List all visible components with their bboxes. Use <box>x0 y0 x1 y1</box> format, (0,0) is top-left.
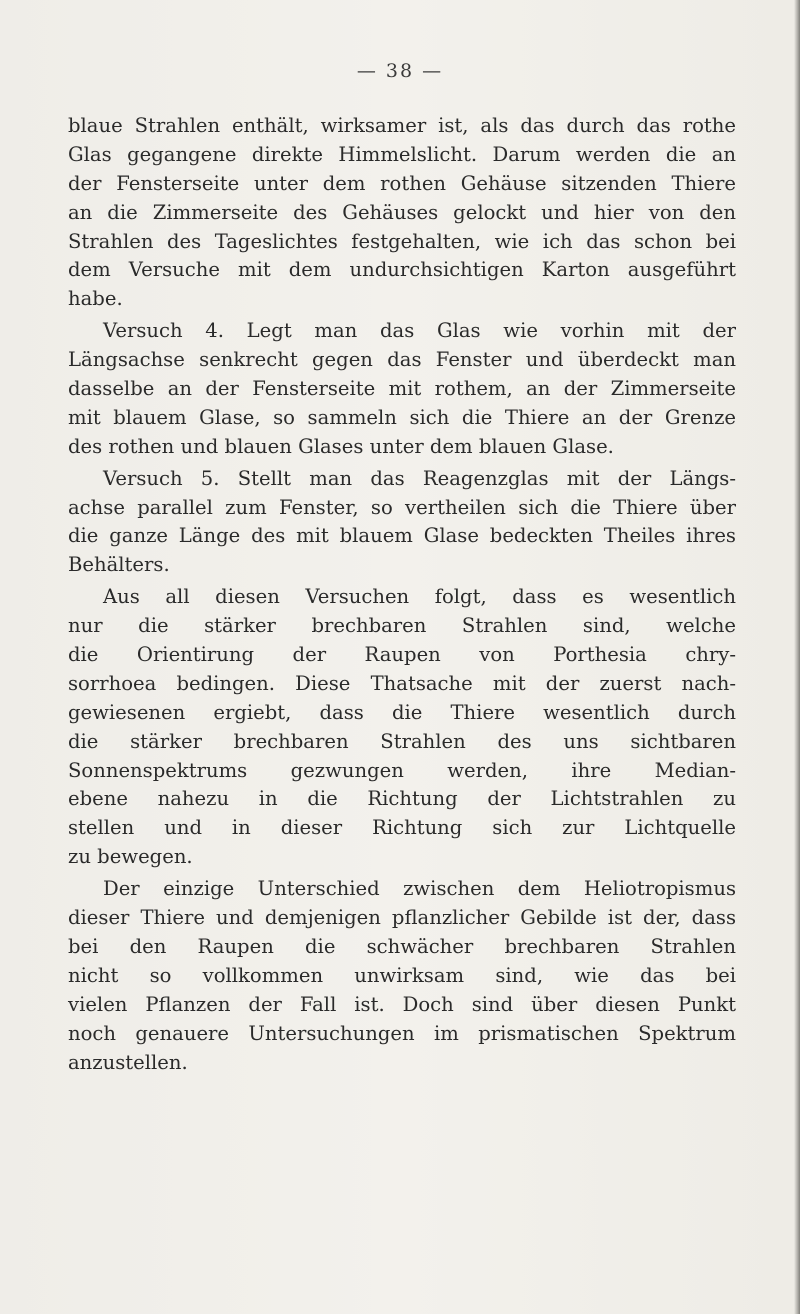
text-line: anzustellen. <box>68 1050 188 1074</box>
text-line: Strahlen des Tageslichtes festgehalten, wie ich das schon bei <box>68 229 736 253</box>
paragraph-heliotropism <box>68 875 736 1077</box>
text-line: des rothen und blauen Glases unter dem blauen Glase. <box>68 434 614 458</box>
text-line: die stärker brechbaren Strahlen des uns sichtbaren <box>68 729 736 753</box>
text-line: zu bewegen. <box>68 845 193 869</box>
text-line: blaue Strahlen enthält, wirksamer ist, als das durch das rothe <box>68 114 736 137</box>
text-line: Glas gegangene direkte Himmelslicht. Darum werden die an <box>68 142 736 166</box>
paragraph-conclusion <box>68 583 736 872</box>
page-number: — 38 — <box>356 60 444 82</box>
text-line: Aus all diesen Versuchen folgt, dass es wesentlich <box>103 585 736 609</box>
text-line: ebene nahezu in die Richtung der Lichtstrahlen zu <box>68 787 736 811</box>
text-line: die ganze Länge des mit blauem Glase bedeckten Theiles ihres <box>68 524 736 548</box>
text-line: Versuch 4. Legt man das Glas wie vorhin mit der <box>103 319 736 343</box>
text-line: mit blauem Glase, so sammeln sich die Thiere an der Grenze <box>68 405 736 429</box>
text-line: Sonnenspektrums gezwungen werden, ihre Median- <box>68 758 736 782</box>
text-line: stellen und in dieser Richtung sich zur Lichtquelle <box>68 816 736 840</box>
text-line: Versuch 5. Stellt man das Reagenzglas mit der Längs- <box>103 466 736 490</box>
text-line: Längsachse senkrecht gegen das Fenster und überdeckt man <box>68 348 736 372</box>
text-line: noch genauere Untersuchungen im prismatischen Spektrum <box>68 1021 736 1045</box>
page-edge-shadow <box>794 0 800 1314</box>
text-line: gewiesenen ergiebt, dass die Thiere wesentlich durch <box>68 700 736 724</box>
text-line: dieser Thiere und demjenigen pflanzlicher Gebilde ist der, dass <box>68 906 736 930</box>
paragraph-versuch-5 <box>68 465 736 581</box>
text-line: achse parallel zum Fenster, so vertheilen sich die Thiere über <box>68 495 736 519</box>
text-line: an die Zimmerseite des Gehäuses gelockt und hier von den <box>68 200 736 224</box>
text-line: vielen Pflanzen der Fall ist. Doch sind über diesen Punkt <box>68 992 736 1016</box>
paragraph <box>68 112 736 314</box>
text-line: nicht so vollkommen unwirksam sind, wie das bei <box>68 963 736 987</box>
text-line: bei den Raupen die schwächer brechbaren Strahlen <box>68 934 736 958</box>
text-line: der Fensterseite unter dem rothen Gehäuse sitzenden Thiere <box>68 171 736 195</box>
text-line: sorrhoea bedingen. Diese Thatsache mit der zuerst nach- <box>68 671 736 695</box>
text-line: dasselbe an der Fensterseite mit rothem, an der Zimmerseite <box>68 377 736 401</box>
paragraph-versuch-4 <box>68 317 736 461</box>
body-text <box>68 112 736 1077</box>
text-line: Behälters. <box>68 553 170 577</box>
text-line: die Orientirung der Raupen von Porthesia chry- <box>68 643 736 667</box>
text-line: Der einzige Unterschied zwischen dem Heliotropismus <box>103 877 736 901</box>
text-line: dem Versuche mit dem undurchsichtigen Karton ausgeführt <box>68 258 736 282</box>
text-line: nur die stärker brechbaren Strahlen sind, welche <box>68 614 736 638</box>
text-line: habe. <box>68 287 123 311</box>
